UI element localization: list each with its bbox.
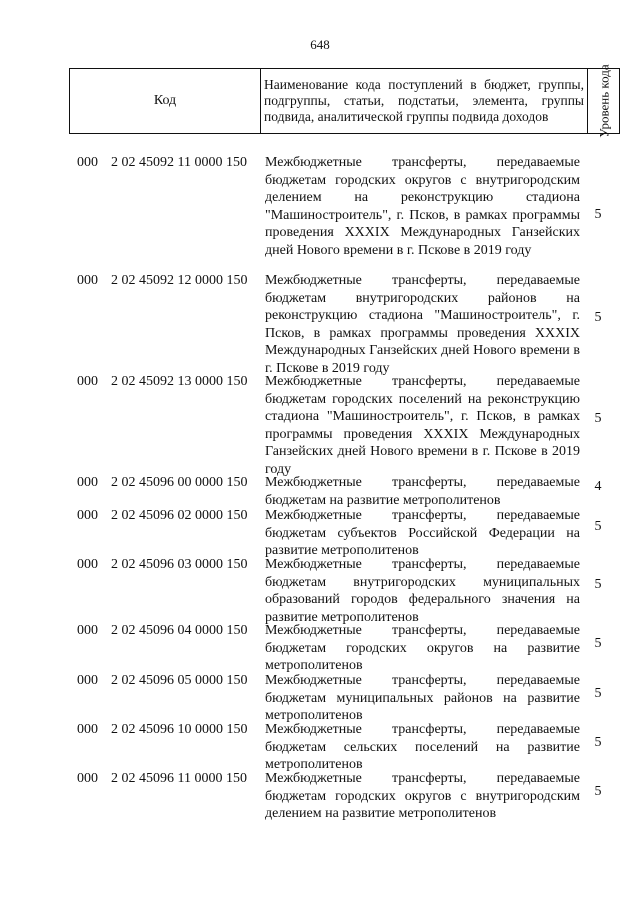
row-level: 5 [594,411,602,426]
row-prefix: 000 [77,508,98,523]
row-prefix: 000 [77,273,98,288]
row-name: Межбюджетные трансферты, передаваемые бюджетам муниципальных районов на развитие метрополитенов [265,673,580,723]
row-prefix: 000 [77,155,98,170]
row-level: 4 [594,479,602,494]
row-level: 5 [594,686,602,701]
row-prefix: 000 [77,623,98,638]
row-name: Межбюджетные трансферты, передаваемые бюджетам сельских поселений на развитие метрополитенов [265,722,580,772]
row-code: 2 02 45096 02 0000 150 [111,508,248,523]
header-level: Уровень кода [596,64,611,138]
row-prefix: 000 [77,673,98,688]
row-prefix: 000 [77,557,98,572]
row-name: Межбюджетные трансферты, передаваемые бюджетам городских округов с внутригородским делением на развитие метрополитенов [265,771,580,821]
row-level: 5 [594,310,602,325]
row-level: 5 [594,735,602,750]
row-code: 2 02 45096 03 0000 150 [111,557,248,572]
row-code: 2 02 45092 13 0000 150 [111,374,248,389]
row-level: 5 [594,207,602,222]
row-prefix: 000 [77,475,98,490]
row-name: Межбюджетные трансферты, передаваемые бюджетам внутригородских районов на реконструкцию стадиона "Машиностроитель", г. Псков, в рамках программы проведения XXXIX Международных Ганзейских дней Нового времени в г. Пскове в 2019 году [265,273,580,376]
row-level: 5 [594,636,602,651]
row-name: Межбюджетные трансферты, передаваемые бюджетам на развитие метрополитенов [265,475,580,508]
header-name: Наименование кода поступлений в бюджет, группы, подгруппы, статьи, подстатьи, элемента, группы подвида, аналитической группы подвида доходов [261,69,588,134]
row-level: 5 [594,784,602,799]
row-name: Межбюджетные трансферты, передаваемые бюджетам внутригородских муниципальных образований городов федерального значения на развитие метрополитенов [265,557,580,625]
row-code: 2 02 45092 11 0000 150 [111,155,247,170]
row-code: 2 02 45096 00 0000 150 [111,475,248,490]
row-name: Межбюджетные трансферты, передаваемые бюджетам городских поселений на реконструкцию стадиона "Машиностроитель", г. Псков, в рамках программы проведения XXXIX Международных Ганзейских дней Нового времени в г. Пскове в 2019 году [265,374,580,477]
row-level: 5 [594,577,602,592]
row-prefix: 000 [77,374,98,389]
row-prefix: 000 [77,771,98,786]
row-name: Межбюджетные трансферты, передаваемые бюджетам субъектов Российской Федерации на развитие метрополитенов [265,508,580,558]
row-code: 2 02 45096 04 0000 150 [111,623,248,638]
page-number: 648 [310,37,330,52]
row-name: Межбюджетные трансферты, передаваемые бюджетам городских округов на развитие метрополитенов [265,623,580,673]
row-level: 5 [594,519,602,534]
row-prefix: 000 [77,722,98,737]
row-code: 2 02 45096 11 0000 150 [111,771,247,786]
row-name: Межбюджетные трансферты, передаваемые бюджетам городских округов с внутригородским делением на реконструкцию стадиона "Машиностроитель", г. Псков, в рамках программы проведения XXXIX Международных Ганзейских дней Нового времени в г. Пскове в 2019 году [265,155,580,258]
row-code: 2 02 45092 12 0000 150 [111,273,248,288]
row-code: 2 02 45096 05 0000 150 [111,673,248,688]
row-code: 2 02 45096 10 0000 150 [111,722,248,737]
header-code: Код [70,69,261,134]
